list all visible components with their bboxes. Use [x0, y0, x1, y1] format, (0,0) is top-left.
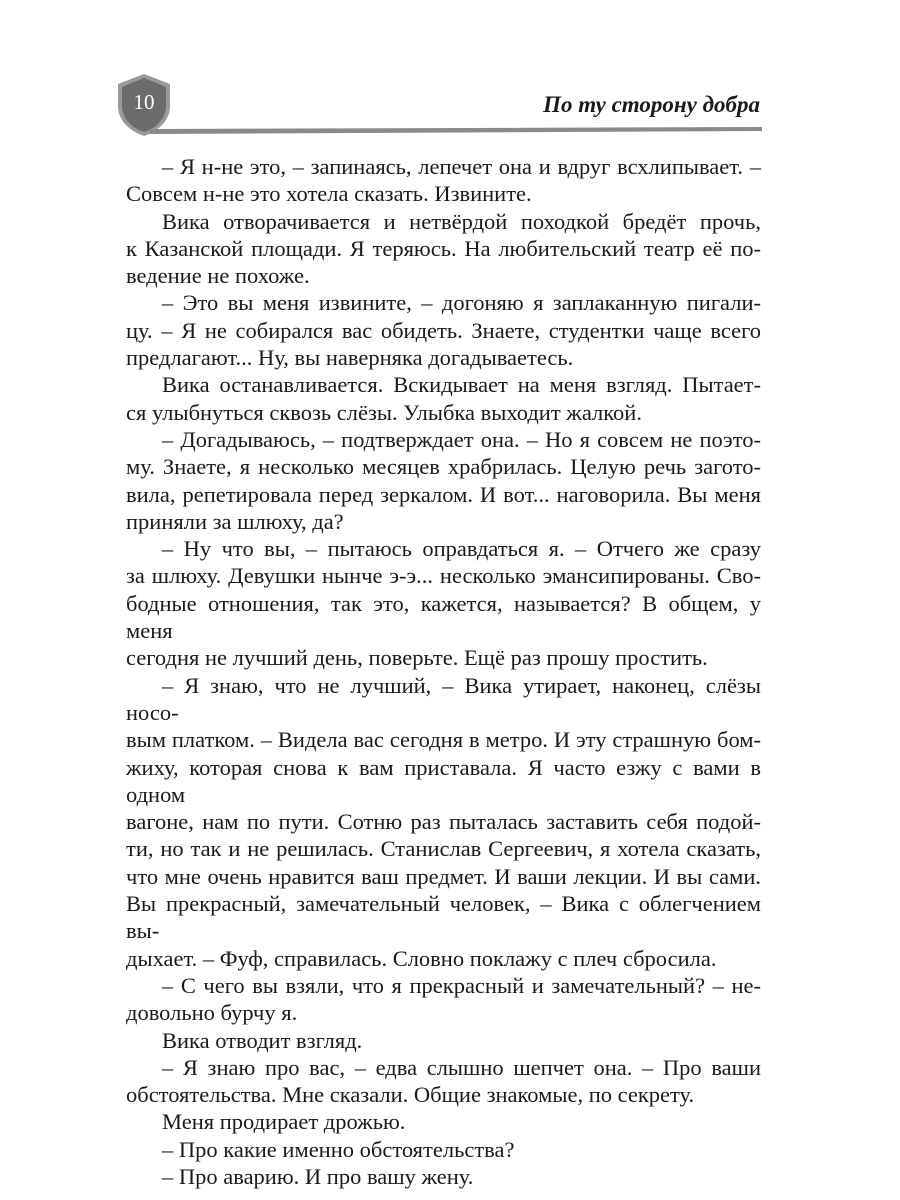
text-line: что мне очень нравится ваш предмет. И ваши лекции. И вы сами. — [126, 863, 761, 889]
page-number: 10 — [133, 90, 155, 114]
paragraph — [126, 1108, 761, 1135]
text-line: довольно бурчу я. — [126, 1000, 298, 1026]
text-line: ведение не похоже. — [126, 263, 310, 289]
body-text — [126, 153, 761, 1190]
text-line: му. Знаете, я несколько месяцев храбрилась. Целую речь загото- — [126, 454, 761, 480]
paragraph — [126, 1054, 761, 1109]
text-line: – Догадываюсь, – подтверждает она. – Но я совсем не поэто- — [162, 426, 761, 452]
text-line: – С чего вы взяли, что я прекрасный и замечательный? – не- — [162, 972, 761, 998]
text-line: – Я знаю, что не лучший, – Вика утирает, наконец, слёзы носо- — [126, 672, 761, 725]
text-line: Вика останавливается. Вскидывает на меня взгляд. Пытает- — [162, 372, 761, 398]
text-line: Вика отводит взгляд. — [162, 1027, 363, 1053]
paragraph — [126, 972, 761, 1027]
paragraph — [126, 153, 761, 208]
text-line: дыхает. – Фуф, справилась. Словно поклажу с плеч сбросила. — [126, 945, 717, 971]
text-line: – Я н-не это, – запинаясь, лепечет она и вдруг всхлипывает. – — [162, 154, 761, 179]
paragraph — [126, 672, 761, 972]
text-line: – Я знаю про вас, – едва слышно шепчет она. – Про ваши — [162, 1054, 761, 1080]
text-line: ти, но так и не решилась. Станислав Сергеевич, я хотела сказать, — [126, 836, 761, 862]
text-line: цу. – Я не собирался вас обидеть. Знаете, студентки чаще всего — [126, 317, 761, 343]
text-line: – Это вы меня извините, – догоняю я заплаканную пигали- — [162, 290, 761, 316]
text-line: – Ну что вы, – пытаюсь оправдаться я. – Отчего же сразу — [162, 536, 761, 562]
text-line: – Про какие именно обстоятельства? — [162, 1136, 515, 1162]
text-line: обстоятельства. Мне сказали. Общие знакомые, по секрету. — [126, 1082, 695, 1108]
text-line: – Про аварию. И про вашу жену. — [162, 1163, 474, 1189]
header-rule — [150, 125, 762, 137]
paragraph — [126, 1027, 761, 1054]
paragraph — [126, 426, 761, 535]
text-line: Совсем н-не это хотела сказать. Извините. — [126, 181, 532, 207]
paragraph — [126, 535, 761, 671]
text-line: Вы прекрасный, замечательный человек, – Вика с облегчением вы- — [126, 891, 761, 944]
text-line: сегодня не лучший день, поверьте. Ещё раз прошу простить. — [126, 645, 708, 671]
text-line: вым платком. – Видела вас сегодня в метро. И эту страшную бом- — [126, 727, 761, 753]
paragraph — [126, 371, 761, 426]
text-line: Меня продирает дрожью. — [162, 1109, 406, 1135]
text-line: за шлюху. Девушки нынче э-э... несколько эмансипированы. Сво- — [126, 563, 761, 589]
text-line: к Казанской площади. Я теряюсь. На любительский театр её по- — [126, 235, 761, 261]
paragraph — [126, 1163, 761, 1190]
paragraph — [126, 208, 761, 290]
running-title: По ту сторону добра — [543, 92, 760, 117]
text-line: жиху, которая снова к вам приставала. Я часто езжу с вами в одном — [126, 754, 761, 807]
paragraph — [126, 289, 761, 371]
text-line: бодные отношения, так это, кажется, называется? В общем, у меня — [126, 590, 761, 644]
text-line: Вика отворачивается и нетвёрдой походкой бредёт прочь, — [162, 208, 761, 234]
paragraph — [126, 1136, 761, 1163]
text-line: вила, репетировала перед зеркалом. И вот... наговорила. Вы меня — [126, 481, 761, 507]
text-line: приняли за шлюху, да? — [126, 508, 344, 534]
text-line: ся улыбнуться сквозь слёзы. Улыбка выходит жалкой. — [126, 399, 642, 425]
text-line: предлагают... Ну, вы наверняка догадываетесь. — [126, 345, 574, 371]
text-line: вагоне, нам по пути. Сотню раз пыталась заставить себя подой- — [126, 809, 761, 835]
